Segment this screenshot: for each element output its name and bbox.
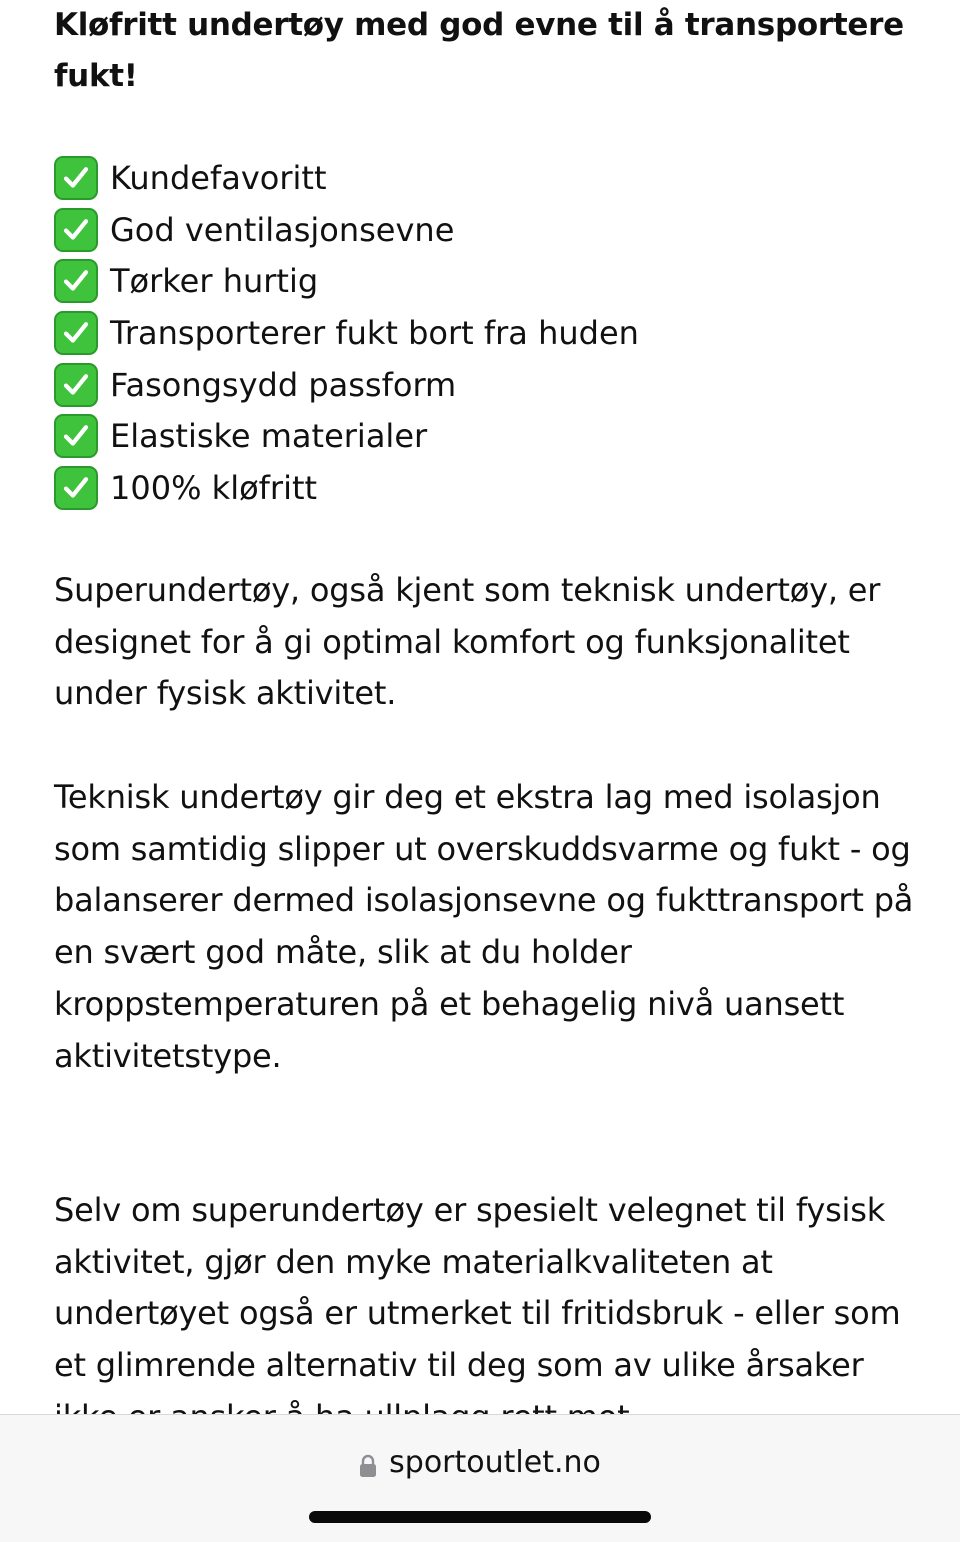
feature-label: Tørker hurtig [110, 262, 319, 301]
description-paragraph: Selv om superundertøy er spesielt velegnet til fysisk aktivitet, gjør den myke materialkvaliteten at undertøyet også er utmerket til fritidsbruk - eller som et glimrende alternativ til deg som av ulike årsaker [54, 1191, 901, 1385]
lock-icon [359, 1451, 377, 1475]
feature-item [54, 152, 639, 204]
feature-item [54, 462, 639, 514]
check-mark-icon [54, 311, 98, 355]
check-mark-icon [54, 363, 98, 407]
feature-item [54, 255, 639, 307]
feature-item [54, 410, 639, 462]
feature-label: Fasongsydd passform [110, 365, 457, 404]
description-paragraph: Superundertøy, også kjent som teknisk undertøy, er designet for å gi optimal komfort og funksjonalitet under fysisk aktivitet. [54, 571, 881, 713]
url-field[interactable] [0, 1445, 960, 1480]
feature-label: Kundefavoritt [110, 158, 327, 197]
product-description [54, 0, 924, 1414]
check-mark-icon [54, 466, 98, 510]
browser-address-bar [0, 1414, 960, 1542]
check-mark-icon [54, 259, 98, 303]
feature-list [54, 152, 639, 514]
feature-label: 100% kløfritt [110, 468, 318, 507]
home-indicator[interactable] [309, 1511, 651, 1523]
check-mark-icon [54, 414, 98, 458]
feature-item [54, 359, 639, 411]
feature-item [54, 307, 639, 359]
check-mark-icon [54, 156, 98, 200]
feature-label: God ventilasjonsevne [110, 210, 455, 249]
feature-label: Transporterer fukt bort fra huden [110, 313, 639, 352]
feature-item [54, 204, 639, 256]
check-mark-icon [54, 208, 98, 252]
description-paragraph: Teknisk undertøy gir deg et ekstra lag med isolasjon som samtidig slipper ut overskuddsvarme og fukt - og balanserer dermed isolasjonsevne og fukttransport på en svært god måte, slik at du holder kroppstemperaturen på et behagelig nivå uansett aktivitetstype. [54, 778, 914, 1075]
feature-label: Elastiske materialer [110, 417, 428, 456]
url-text: sportoutlet.no [389, 1445, 601, 1480]
product-headline: Kløfritt undertøy med god evne til å transportere fukt! [54, 7, 904, 94]
